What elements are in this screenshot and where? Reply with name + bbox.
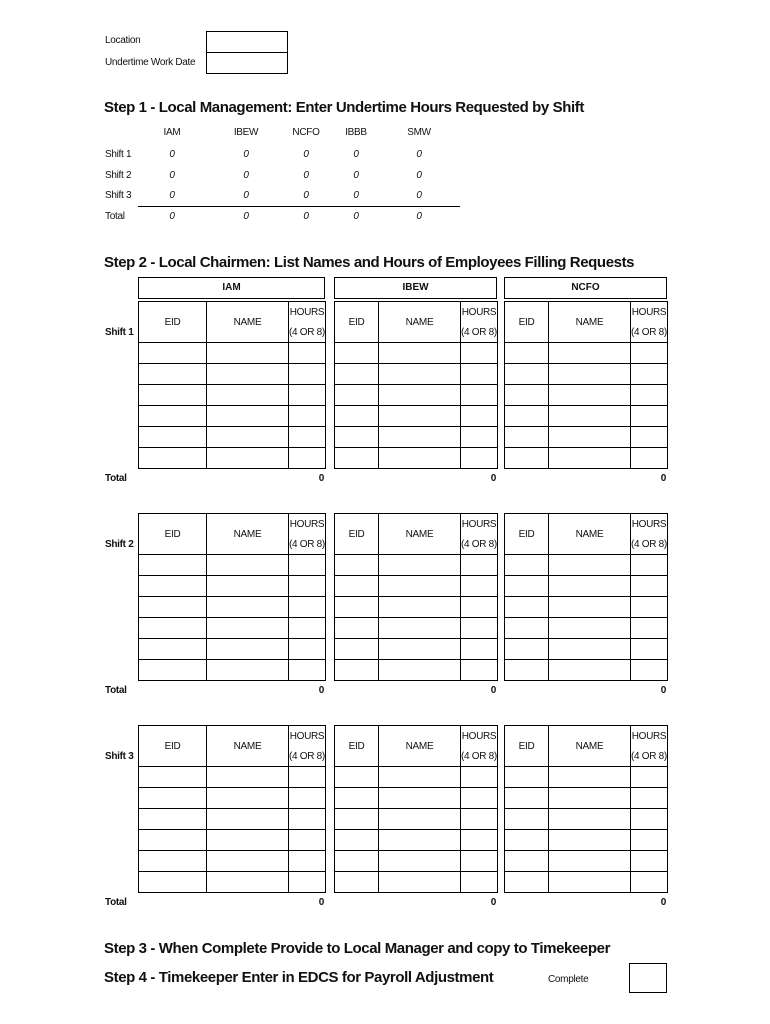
ncfo-shift1-table [504,301,668,469]
eid-header: EID [335,726,379,767]
table-row[interactable] [335,851,498,872]
total-value: 0 [318,685,324,696]
table-row[interactable] [335,830,498,851]
iam-shift3-table [138,725,326,893]
table-row[interactable] [505,639,668,660]
hours-subheader: (4 OR 8) [631,322,668,343]
shift-label: Shift 3 [105,751,134,762]
hours-subheader: (4 OR 8) [461,746,498,767]
hours-subheader: (4 OR 8) [289,746,326,767]
hours-subheader: (4 OR 8) [631,746,668,767]
undertime-date-label: Undertime Work Date [105,57,196,68]
cell: 0 [303,190,309,201]
cell: 0 [303,170,309,181]
table-row[interactable] [139,851,326,872]
cell: 0 [169,190,175,201]
table-row[interactable] [335,767,498,788]
table-row[interactable] [505,597,668,618]
table-row[interactable] [139,809,326,830]
row-label-shift1: Shift 1 [105,149,132,160]
cell: 0 [243,211,249,222]
table-row[interactable] [139,597,326,618]
table-row[interactable] [335,639,498,660]
name-header: NAME [549,302,631,343]
table-row[interactable] [335,406,498,427]
table-row[interactable] [139,406,326,427]
eid-header: EID [505,302,549,343]
hours-header: HOURS [631,514,668,535]
hours-subheader: (4 OR 8) [289,322,326,343]
table-row[interactable] [139,788,326,809]
table-row[interactable] [505,385,668,406]
hours-subheader: (4 OR 8) [289,534,326,555]
hours-subheader: (4 OR 8) [461,322,498,343]
hours-header: HOURS [289,302,326,323]
table-row[interactable] [505,872,668,893]
total-value: 0 [660,473,666,484]
hours-header: HOURS [631,726,668,747]
table-row[interactable] [139,385,326,406]
eid-header: EID [335,302,379,343]
ncfo-shift3-table [504,725,668,893]
hours-header: HOURS [461,514,498,535]
step4-title: Step 4 - Timekeeper Enter in EDCS for Payroll Adjustment [104,969,494,986]
name-header: NAME [379,726,461,767]
hours-header: HOURS [289,514,326,535]
table-row[interactable] [335,597,498,618]
eid-header: EID [139,302,207,343]
total-value: 0 [490,685,496,696]
table-row[interactable] [335,618,498,639]
name-header: NAME [207,726,289,767]
iam-shift2-table [138,513,326,681]
table-row[interactable] [139,555,326,576]
table-row[interactable] [139,872,326,893]
location-label: Location [105,35,141,46]
undertime-date-input[interactable] [206,52,288,74]
cell: 0 [353,149,359,160]
shift-label: Shift 2 [105,539,134,550]
name-header: NAME [207,302,289,343]
cell: 0 [353,190,359,201]
total-value: 0 [490,897,496,908]
hours-subheader: (4 OR 8) [631,534,668,555]
table-row[interactable] [335,427,498,448]
table-row[interactable] [139,639,326,660]
table-row[interactable] [505,767,668,788]
cell: 0 [169,211,175,222]
total-value: 0 [318,897,324,908]
total-value: 0 [318,473,324,484]
table-row[interactable] [505,555,668,576]
table-row[interactable] [335,555,498,576]
table-row[interactable] [505,851,668,872]
eid-header: EID [505,514,549,555]
ibew-shift3-table [334,725,498,893]
table-row[interactable] [505,830,668,851]
table-row[interactable] [139,576,326,597]
eid-header: EID [139,726,207,767]
cell: 0 [243,190,249,201]
name-header: NAME [379,514,461,555]
cell: 0 [303,211,309,222]
table-row[interactable] [335,576,498,597]
location-input[interactable] [206,31,288,53]
name-header: NAME [379,302,461,343]
hours-header: HOURS [461,726,498,747]
eid-header: EID [505,726,549,767]
table-row[interactable] [335,343,498,364]
col-header-ncfo: NCFO [292,127,320,138]
table-row[interactable] [505,618,668,639]
total-divider [138,206,460,207]
eid-header: EID [335,514,379,555]
table-row[interactable] [505,576,668,597]
table-row[interactable] [505,427,668,448]
table-row[interactable] [335,872,498,893]
table-row[interactable] [139,427,326,448]
iam-shift1-table [138,301,326,469]
row-label-shift2: Shift 2 [105,170,132,181]
row-label-shift3: Shift 3 [105,190,132,201]
total-value: 0 [660,897,666,908]
cell: 0 [416,211,422,222]
step3-title: Step 3 - When Complete Provide to Local Manager and copy to Timekeeper [104,940,611,957]
table-row[interactable] [505,448,668,469]
hours-header: HOURS [631,302,668,323]
cell: 0 [243,170,249,181]
total-label: Total [105,473,127,484]
total-label: Total [105,685,127,696]
union-header-iam: IAM [138,277,325,299]
union-header-ibew: IBEW [334,277,497,299]
cell: 0 [169,149,175,160]
hours-subheader: (4 OR 8) [461,534,498,555]
table-row[interactable] [335,364,498,385]
total-value: 0 [660,685,666,696]
complete-checkbox[interactable] [629,963,667,993]
step1-title: Step 1 - Local Management: Enter Undertime Hours Requested by Shift [104,99,584,116]
eid-header: EID [139,514,207,555]
table-row[interactable] [505,364,668,385]
table-row[interactable] [139,660,326,681]
table-row[interactable] [505,406,668,427]
union-header-ncfo: NCFO [504,277,667,299]
col-header-ibbb: IBBB [345,127,367,138]
cell: 0 [353,211,359,222]
cell: 0 [353,170,359,181]
row-label-total: Total [105,211,125,222]
table-row[interactable] [335,448,498,469]
col-header-smw: SMW [407,127,431,138]
name-header: NAME [549,514,631,555]
table-row[interactable] [505,788,668,809]
cell: 0 [416,149,422,160]
hours-header: HOURS [289,726,326,747]
table-row[interactable] [505,660,668,681]
cell: 0 [169,170,175,181]
ibew-shift2-table [334,513,498,681]
table-row[interactable] [335,660,498,681]
total-label: Total [105,897,127,908]
table-row[interactable] [139,448,326,469]
col-header-iam: IAM [163,127,181,138]
table-row[interactable] [139,618,326,639]
cell: 0 [416,170,422,181]
table-row[interactable] [139,364,326,385]
name-header: NAME [549,726,631,767]
table-row[interactable] [505,343,668,364]
cell: 0 [303,149,309,160]
table-row[interactable] [335,788,498,809]
total-value: 0 [490,473,496,484]
ibew-shift1-table [334,301,498,469]
table-row[interactable] [139,830,326,851]
table-row[interactable] [139,343,326,364]
table-row[interactable] [335,809,498,830]
table-row[interactable] [139,767,326,788]
table-row[interactable] [505,809,668,830]
ncfo-shift2-table [504,513,668,681]
step2-title: Step 2 - Local Chairmen: List Names and Hours of Employees Filling Requests [104,254,635,271]
shift-label: Shift 1 [105,327,134,338]
cell: 0 [243,149,249,160]
complete-label: Complete [548,974,589,985]
col-header-ibew: IBEW [233,127,259,138]
table-row[interactable] [335,385,498,406]
cell: 0 [416,190,422,201]
name-header: NAME [207,514,289,555]
hours-header: HOURS [461,302,498,323]
